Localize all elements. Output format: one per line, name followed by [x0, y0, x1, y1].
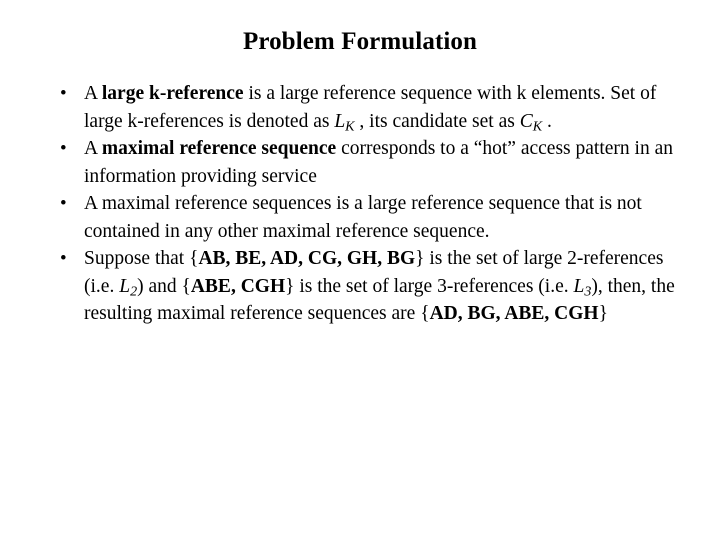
text-run: C	[519, 110, 533, 132]
text-run: ABE, CGH	[190, 275, 286, 297]
text-run: 2	[130, 283, 138, 299]
bullet-text	[84, 248, 675, 324]
text-run: maximal reference sequence	[101, 138, 337, 159]
text-run: , its candidate set as	[354, 110, 520, 132]
text-run: 3	[584, 283, 592, 299]
text-run: A maximal reference sequences is a large reference sequence that is not contained in any other maximal reference sequence.	[84, 193, 642, 242]
text-run: AB, BE, AD, CG, GH, BG	[198, 248, 416, 269]
bullet-item-maximal-not-contained	[46, 190, 686, 245]
text-run: Suppose that {	[84, 248, 199, 269]
bullet-marker-icon: •	[60, 83, 67, 104]
text-run: ), then, the resulting maximal reference sequences are {	[84, 275, 675, 324]
text-run: is a large reference sequence with k elements. Set of large k-references is denoted as	[84, 83, 657, 132]
text-run: L	[334, 110, 346, 132]
text-run: } is the set of large 2-references (i.e.	[84, 248, 664, 297]
page-title: Problem Formulation	[242, 28, 478, 55]
bullet-marker-icon: •	[60, 138, 67, 159]
slide-body	[46, 80, 686, 328]
bullet-text	[84, 83, 656, 132]
text-run: large k-reference	[101, 83, 244, 104]
bullet-item-suppose-example	[46, 245, 686, 328]
text-run: L	[573, 275, 585, 297]
text-run: K	[532, 118, 543, 134]
bullet-text	[84, 138, 673, 187]
text-run: AD, BG, ABE, CGH	[429, 303, 599, 324]
text-run: corresponds to a “hot” access pattern in an information providing service	[84, 138, 673, 187]
text-run: L	[119, 275, 131, 297]
text-run: .	[542, 110, 552, 132]
bullet-list	[46, 80, 686, 328]
bullet-item-large-k-reference	[46, 80, 686, 135]
text-run: A	[84, 83, 102, 104]
text-run: } is the set of large 3-references (i.e.	[285, 275, 574, 297]
bullet-text	[84, 193, 642, 242]
bullet-marker-icon: •	[60, 193, 67, 214]
text-run: ) and {	[137, 275, 191, 297]
text-run: K	[345, 118, 355, 134]
bullet-item-maximal-reference-sequence-def	[46, 135, 686, 190]
bullet-marker-icon: •	[60, 248, 67, 269]
text-run: }	[598, 303, 608, 324]
text-run: A	[84, 138, 102, 159]
